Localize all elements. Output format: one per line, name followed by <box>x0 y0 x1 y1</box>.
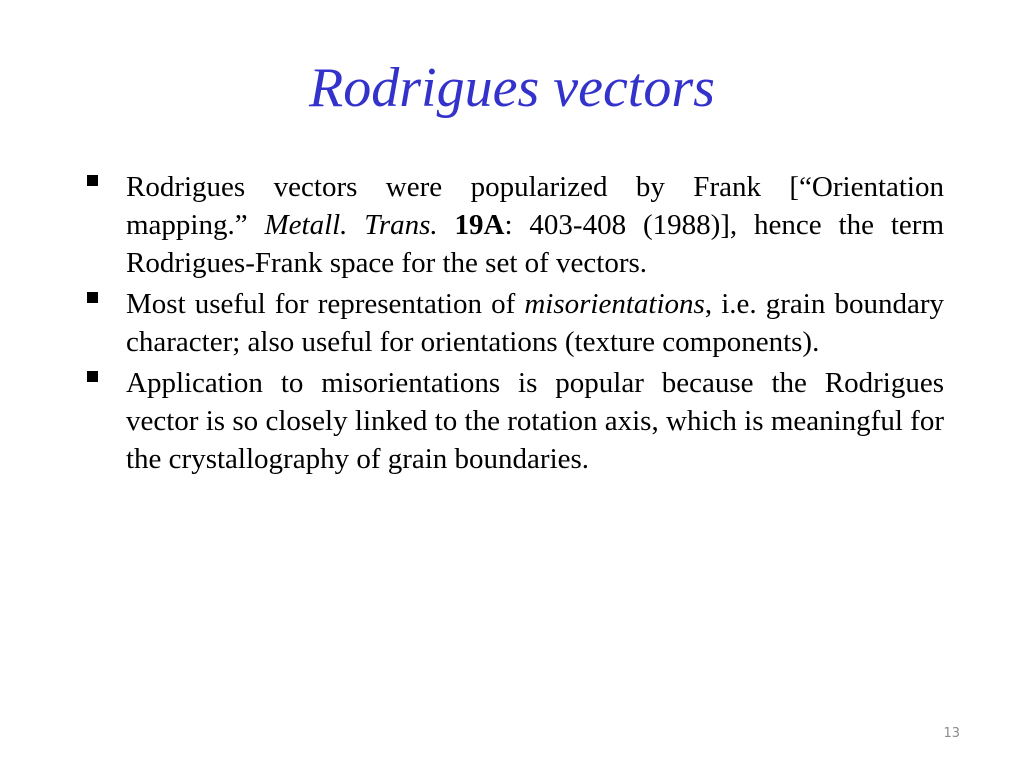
bullet-item-frank <box>84 168 944 282</box>
bullet-text <box>438 209 455 241</box>
square-bullet-icon <box>87 371 98 382</box>
slide-title: Rodrigues vectors <box>309 57 715 119</box>
emphasis-term: misorientations <box>524 288 705 320</box>
bullet-text: Rodrigues vectors were popularized by Frank [“Orientation mapping.” <box>126 171 944 241</box>
bullet-list <box>84 168 944 481</box>
bullet-text: , i.e. grain boundary character; also useful for orientations (texture components). <box>126 288 944 358</box>
square-bullet-icon <box>87 175 98 186</box>
bullet-text: Most useful for representation of <box>126 288 525 320</box>
bullet-item-misorientations <box>84 285 944 361</box>
bullet-item-application <box>84 364 944 478</box>
bullet-text: : 403-408 (1988)], hence the term Rodrigues-Frank space for the set of vectors. <box>126 209 944 279</box>
bullet-text: Application to misorientations is popular because the Rodrigues vector is so closely linked to the rotation axis, which is meaningful for the crystallography of grain boundaries. <box>126 367 944 475</box>
journal-name: Metall. Trans. <box>264 209 438 241</box>
square-bullet-icon <box>87 292 98 303</box>
journal-volume: 19A <box>454 209 505 241</box>
page-number: 13 <box>943 726 960 741</box>
